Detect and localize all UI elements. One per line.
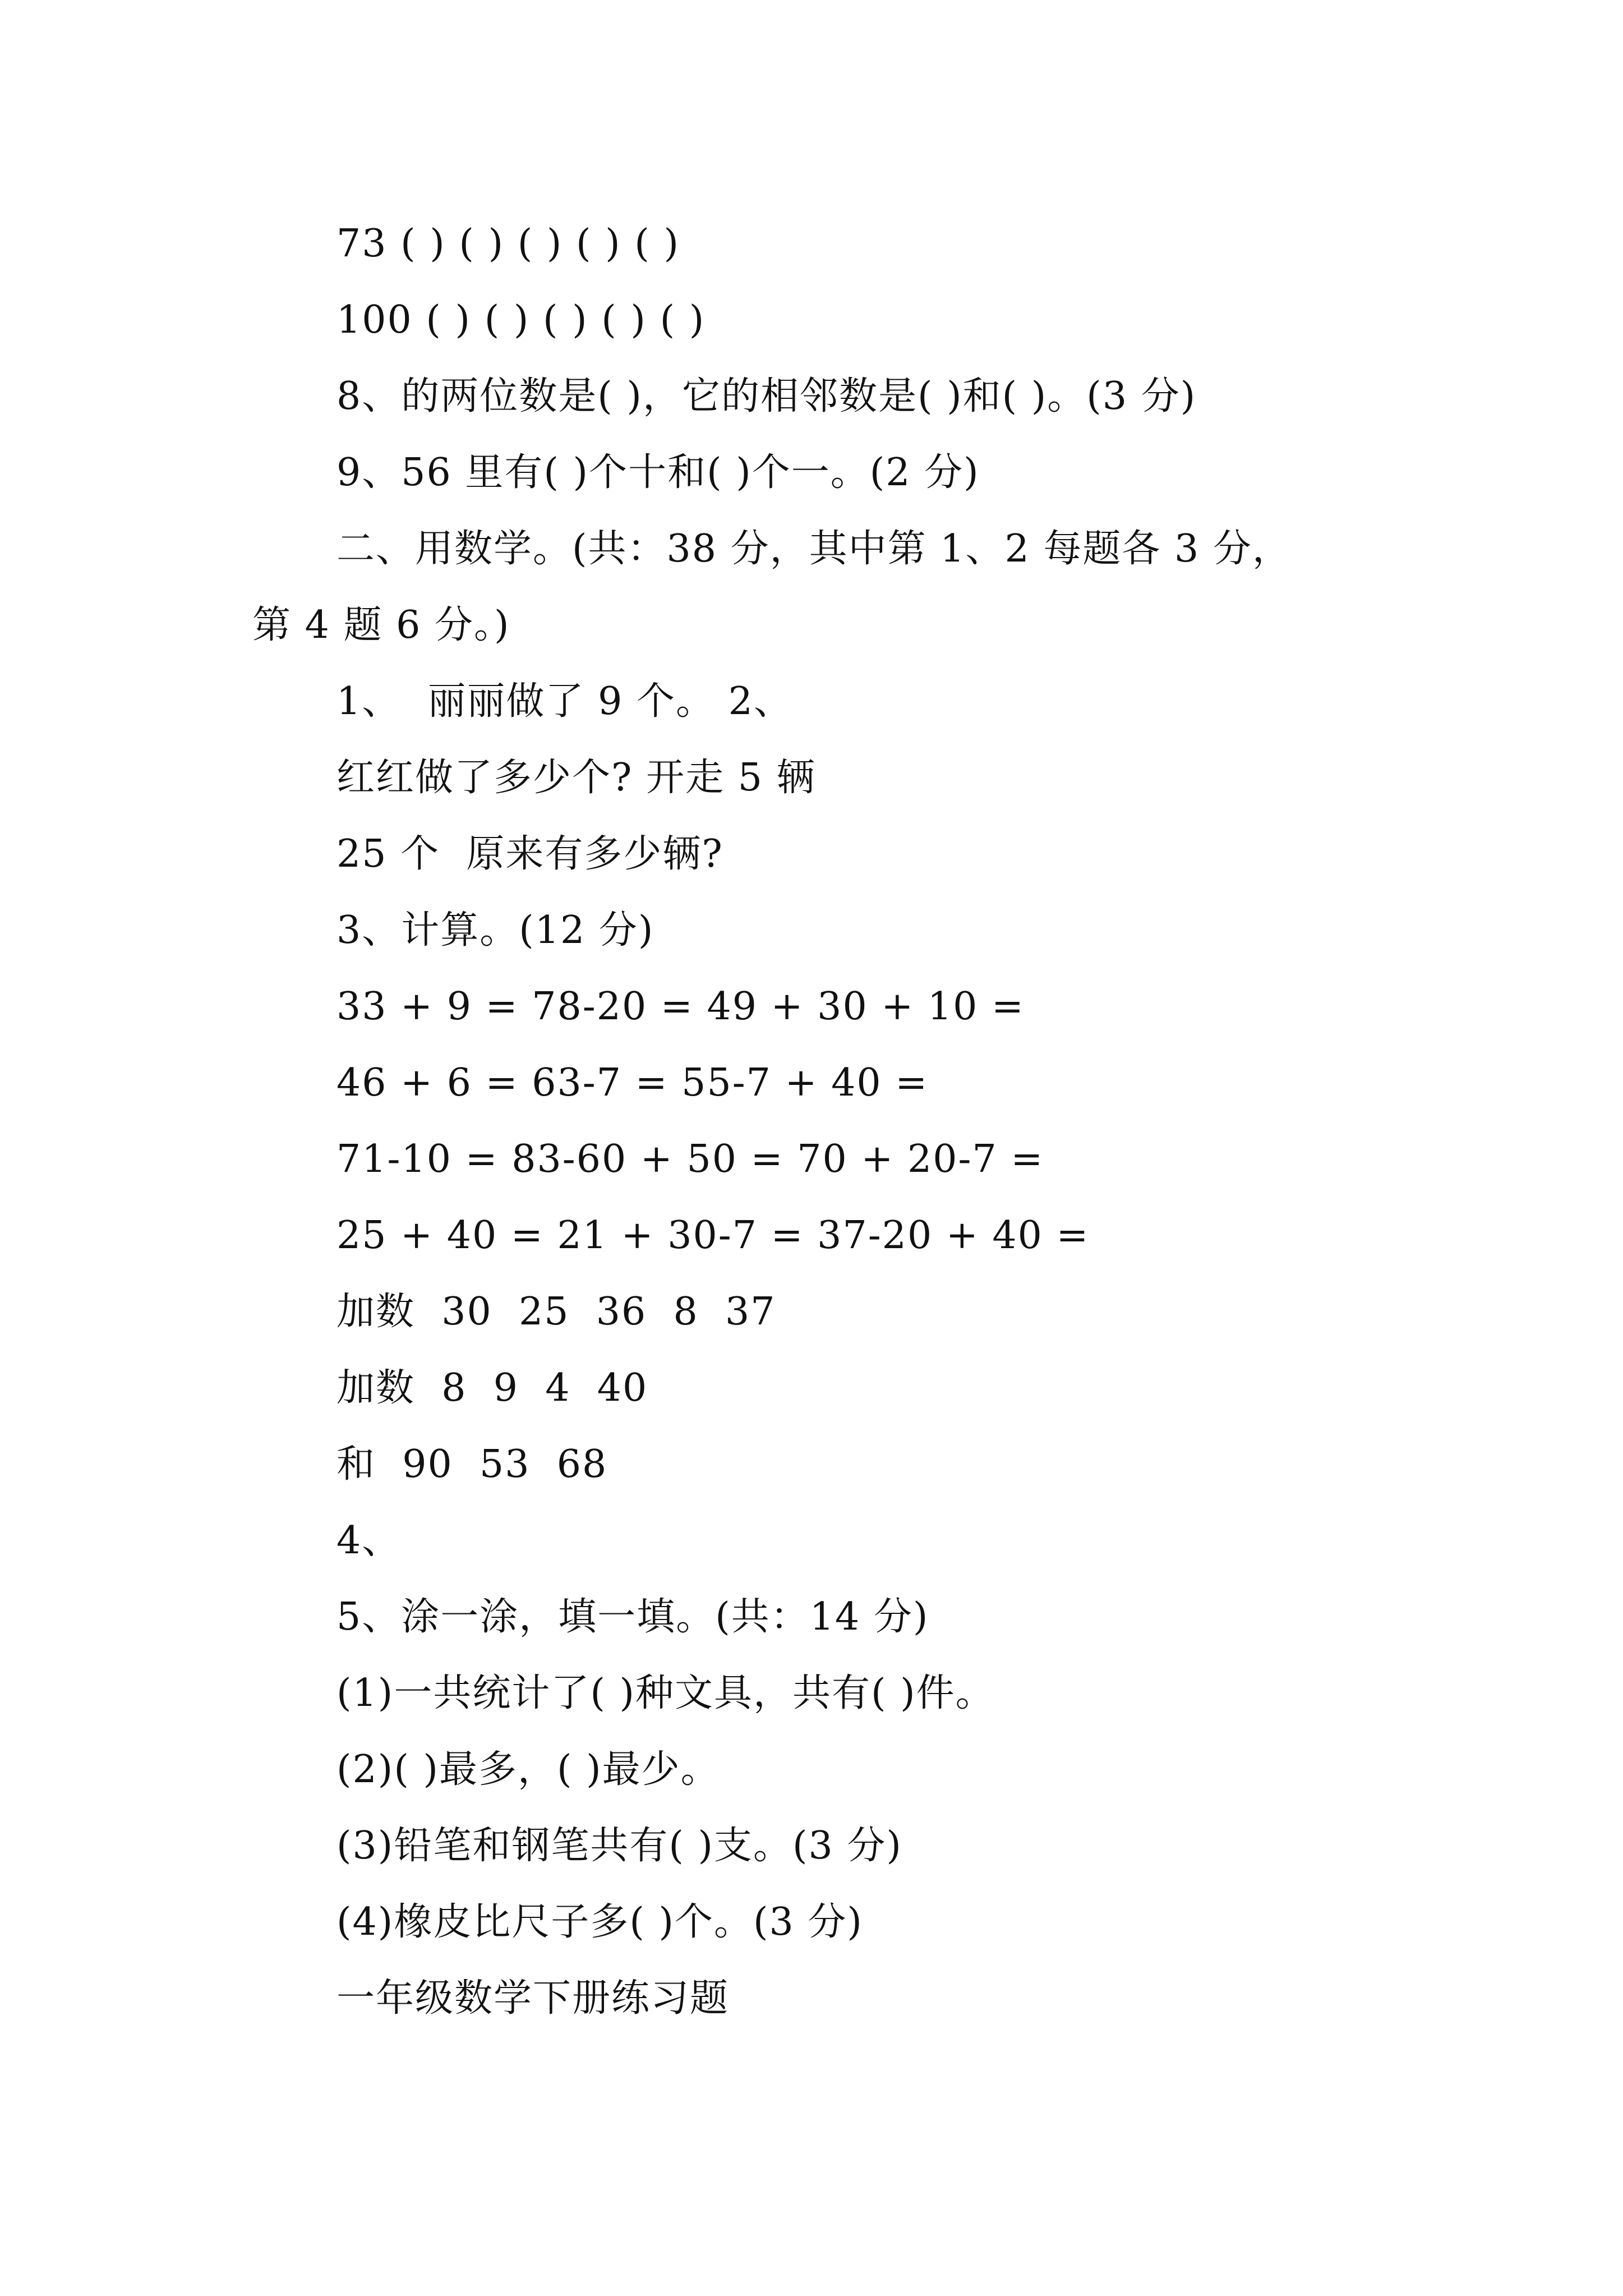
text-line-100-blanks: 100 ( ) ( ) ( ) ( ) ( ) [336,298,706,342]
question-9: 9、56 里有( )个十和( )个一。(2 分) [336,450,980,495]
addend-row-2: 加数 8 9 4 40 [336,1366,648,1410]
question-5-part-1: (1)一共统计了( )种文具，共有( )件。 [336,1671,995,1715]
problem-1-2-line-2: 红红做了多少个? 开走 5 辆 [336,756,816,800]
addend-row-1: 加数 30 25 36 8 37 [336,1290,776,1334]
question-8: 8、的两位数是( )，它的相邻数是( )和( )。(3 分) [336,374,1197,418]
problem-1-2-line-3: 25 个 原来有多少辆? [336,832,723,876]
question-4: 4、 [336,1519,402,1563]
question-5-heading: 5、涂一涂，填一填。(共：14 分) [336,1595,929,1639]
problem-1-2-line-1: 1、 丽丽做了 9 个。 2、 [336,679,793,724]
text-line-73-blanks: 73 ( ) ( ) ( ) ( ) ( ) [336,222,680,266]
sum-row: 和 90 53 68 [336,1442,608,1487]
calc-row-2: 46 + 6 = 63-7 = 55-7 + 40 = [336,1061,929,1105]
section-2-heading: 二、用数学。(共：38 分，其中第 1、2 每题各 3 分， [336,527,1292,571]
document-footer-title: 一年级数学下册练习题 [336,1976,730,2021]
calc-row-4: 25 + 40 = 21 + 30-7 = 37-20 + 40 = [336,1213,1090,1258]
calc-row-3: 71-10 = 83-60 + 50 = 70 + 20-7 = [336,1137,1044,1181]
section-2-heading-cont: 第 4 题 6 分。) [252,603,510,647]
question-5-part-3: (3)铅笔和钢笔共有( )支。(3 分) [336,1824,902,1868]
question-3-heading: 3、计算。(12 分) [336,908,654,953]
question-5-part-2: (2)( )最多，( )最少。 [336,1747,720,1792]
question-5-part-4: (4)橡皮比尺子多( )个。(3 分) [336,1900,863,1944]
calc-row-1: 33 + 9 = 78-20 = 49 + 30 + 10 = [336,984,1025,1029]
